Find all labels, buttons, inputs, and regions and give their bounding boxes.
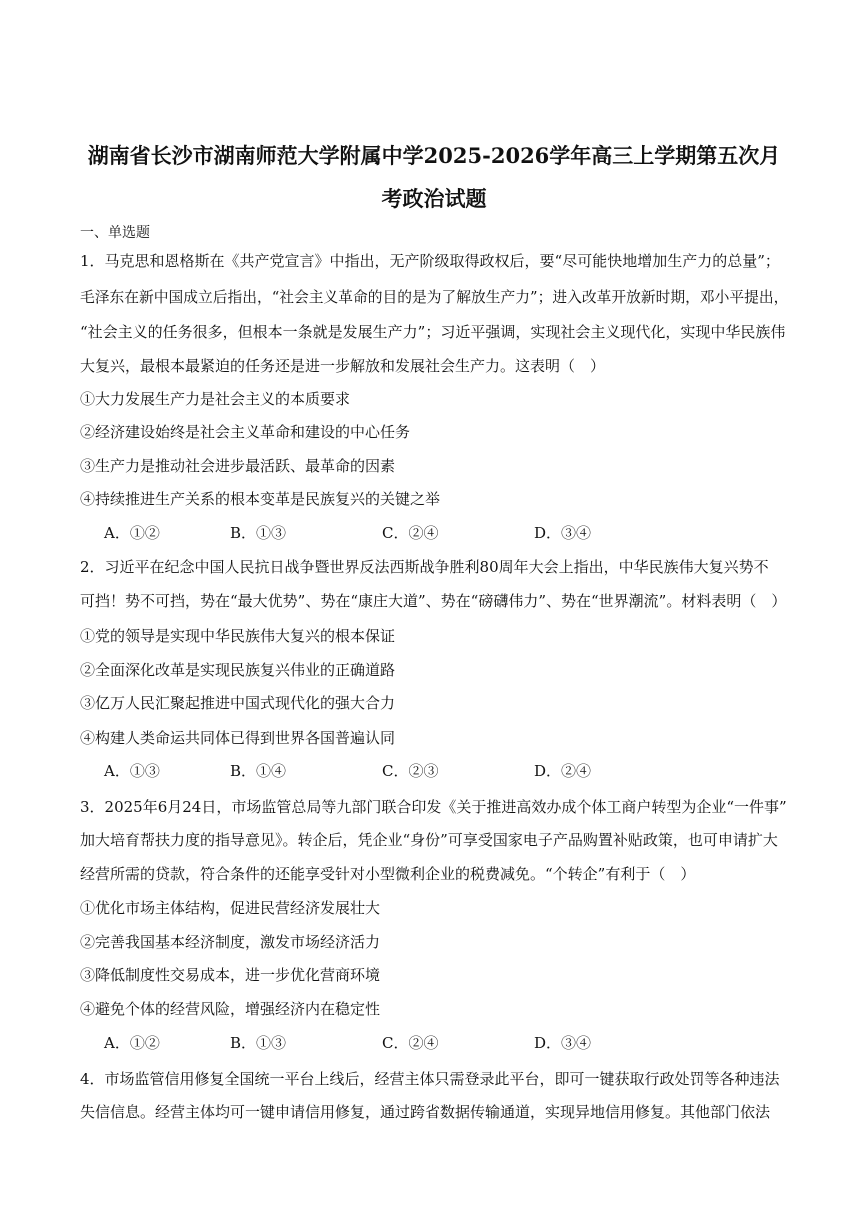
q1-stem-line: “社会主义的任务很多，但根本一条就是发展生产力”；习近平强调，实现社会主义现代化，实现中华民族伟 — [80, 323, 786, 341]
option-c[interactable]: C．②③ — [382, 762, 439, 780]
doc-title-line1: 湖南省长沙市湖南师范大学附属中学2025-2026学年高三上学期第五次月 — [87, 143, 781, 168]
q3-options — [0, 1032, 868, 1052]
q3-stem-line: 加大培育帮扶力度的指导意见》。转企后，凭企业“身份”可享受国家电子产品购置补贴政策，也可申请扩大 — [80, 831, 778, 849]
option-d[interactable]: D．③④ — [534, 524, 592, 542]
doc-title-line2: 考政治试题 — [381, 186, 487, 211]
q4-stem-line: 4．市场监管信用修复全国统一平台上线后，经营主体只需登录此平台，即可一键获取行政处罚等各种违法 — [80, 1070, 780, 1088]
section-heading: 一、单选题 — [80, 225, 150, 241]
option-b[interactable]: B．①③ — [230, 524, 287, 542]
q1-statement: ①大力发展生产力是社会主义的本质要求 — [80, 390, 351, 408]
q1-options — [0, 522, 868, 542]
q2-statement: ②全面深化改革是实现民族复兴伟业的正确道路 — [80, 661, 396, 679]
q3-statement: ③降低制度性交易成本，进一步优化营商环境 — [80, 966, 381, 984]
q1-stem-line: 1．马克思和恩格斯在《共产党宣言》中指出，无产阶级取得政权后，要“尽可能快地增加生产力的总量”； — [80, 252, 780, 270]
option-b[interactable]: B．①④ — [230, 762, 287, 780]
q1-statement: ②经济建设始终是社会主义革命和建设的中心任务 — [80, 423, 411, 441]
option-c[interactable]: C．②④ — [382, 1034, 439, 1052]
option-a[interactable]: A．①② — [104, 1034, 160, 1052]
q2-statement: ④构建人类命运共同体已得到世界各国普遍认同 — [80, 729, 396, 747]
option-a[interactable]: A．①③ — [104, 762, 160, 780]
q2-statement: ③亿万人民汇聚起推进中国式现代化的强大合力 — [80, 694, 396, 712]
option-a[interactable]: A．①② — [104, 524, 160, 542]
q3-statement: ②完善我国基本经济制度，激发市场经济活力 — [80, 933, 381, 951]
q2-stem-line: 可挡！势不可挡，势在“最大优势”、势在“康庄大道”、势在“磅礴伟力”、势在“世界潮流”。材料表明（ ） — [80, 592, 787, 610]
option-d[interactable]: D．③④ — [534, 1034, 592, 1052]
q2-stem-line: 2．习近平在纪念中国人民抗日战争暨世界反法西斯战争胜利80周年大会上指出，中华民族伟大复兴势不 — [80, 558, 769, 576]
option-b[interactable]: B．①③ — [230, 1034, 287, 1052]
q1-statement: ④持续推进生产关系的根本变革是民族复兴的关键之举 — [80, 490, 441, 508]
q2-statement: ①党的领导是实现中华民族伟大复兴的根本保证 — [80, 627, 396, 645]
q3-stem-line: 经营所需的贷款，符合条件的还能享受针对小型微利企业的税费减免。“个转企”有利于（ ） — [80, 865, 696, 883]
q1-stem-line: 大复兴，最根本最紧迫的任务还是进一步解放和发展社会生产力。这表明（ ） — [80, 357, 606, 375]
q3-stem-line: 3．2025年6月24日，市场监管总局等九部门联合印发《关于推进高效办成个体工商户转型为企业“一件事” — [80, 798, 787, 816]
q3-statement: ①优化市场主体结构，促进民营经济发展壮大 — [80, 899, 381, 917]
q4-stem-line: 失信信息。经营主体均可一键申请信用修复，通过跨省数据传输通道，实现异地信用修复。其他部门依法 — [80, 1103, 771, 1121]
option-c[interactable]: C．②④ — [382, 524, 439, 542]
q1-statement: ③生产力是推动社会进步最活跃、最革命的因素 — [80, 457, 396, 475]
q2-options — [0, 760, 868, 780]
q3-statement: ④避免个体的经营风险，增强经济内在稳定性 — [80, 1000, 381, 1018]
q1-stem-line: 毛泽东在新中国成立后指出，“社会主义革命的目的是为了解放生产力”；进入改革开放新时期，邓小平提出， — [80, 288, 789, 306]
option-d[interactable]: D．②④ — [534, 762, 592, 780]
